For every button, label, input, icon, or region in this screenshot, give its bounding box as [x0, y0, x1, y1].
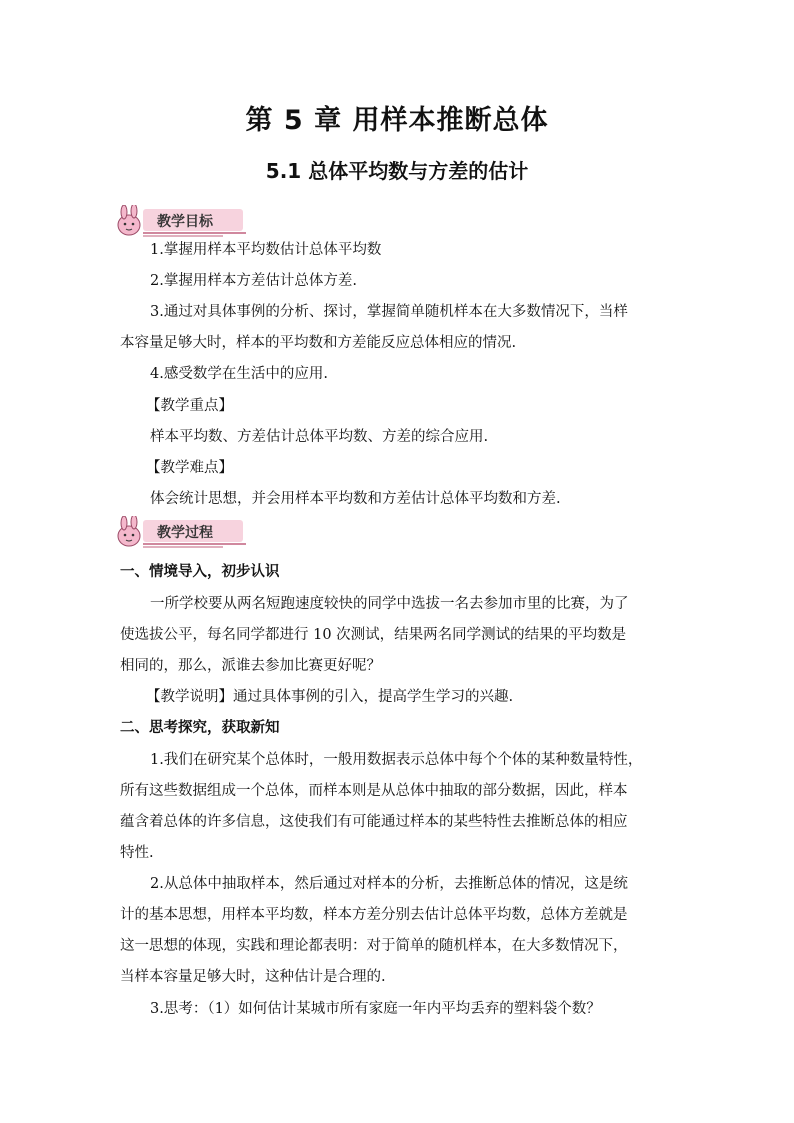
goal-line: 本容量足够大时，样本的平均数和方差能反应总体相应的情况.: [120, 335, 517, 351]
section1-line: 一所学校要从两名短跑速度较快的同学中选拔一名去参加市里的比赛，为了: [150, 596, 629, 612]
key-points-label: 【教学重点】: [146, 398, 233, 414]
key-points-text: 样本平均数、方差估计总体平均数、方差的综合应用.: [150, 429, 489, 445]
section1-line: 使选拔公平，每名同学都进行 10 次测试，结果两名同学测试的结果的平均数是: [120, 627, 627, 643]
section1-note: 【教学说明】通过具体事例的引入，提高学生学习的兴趣.: [146, 689, 514, 705]
goal-line: 2.掌握用样本方差估计总体方差.: [150, 273, 357, 289]
paragraph2-line: 计的基本思想，用样本平均数，样本方差分别去估计总体平均数，总体方差就是: [120, 907, 628, 923]
paragraph1-line: 特性.: [120, 845, 154, 861]
difficulty-text: 体会统计思想，并会用样本平均数和方差估计总体平均数和方差.: [150, 491, 561, 507]
section1-heading: 一、情境导入，初步认识: [120, 564, 280, 580]
goal-line: 4.感受数学在生活中的应用.: [150, 366, 328, 382]
chapter-title: 第 5 章 用样本推断总体: [245, 105, 549, 136]
paragraph1-line: 1.我们在研究某个总体时，一般用数据表示总体中每个个体的某种数量特性，: [150, 752, 643, 768]
goals-badge-label: 教学目标: [157, 214, 213, 230]
section-title: 5.1 总体平均数与方差的估计: [265, 159, 529, 183]
paragraph1-line: 所有这些数据组成一个总体，而样本则是从总体中抽取的部分数据，因此，样本: [120, 783, 628, 799]
goal-line: 1.掌握用样本平均数估计总体平均数: [150, 242, 382, 258]
section2-heading: 二、思考探究，获取新知: [120, 720, 280, 736]
paragraph2-line: 2.从总体中抽取样本，然后通过对样本的分析，去推断总体的情况，这是统: [150, 876, 628, 892]
process-badge: [113, 516, 248, 550]
section1-line: 相同的，那么，派谁去参加比赛更好呢？: [120, 658, 381, 674]
paragraph2-line: 这一思想的体现，实践和理论都表明：对于简单的随机样本，在大多数情况下，: [120, 938, 628, 954]
paragraph3-line: 3.思考：（1）如何估计某城市所有家庭一年内平均丢弃的塑料袋个数？: [150, 1001, 601, 1017]
process-badge-label: 教学过程: [157, 525, 213, 541]
difficulty-label: 【教学难点】: [146, 460, 233, 476]
paragraph2-line: 当样本容量足够大时，这种估计是合理的.: [120, 969, 386, 985]
goal-line: 3.通过对具体事例的分析、探讨，掌握简单随机样本在大多数情况下，当样: [150, 304, 628, 320]
paragraph1-line: 蕴含着总体的许多信息，这使我们有可能通过样本的某些特性去推断总体的相应: [120, 814, 628, 830]
goals-badge: [113, 205, 248, 239]
